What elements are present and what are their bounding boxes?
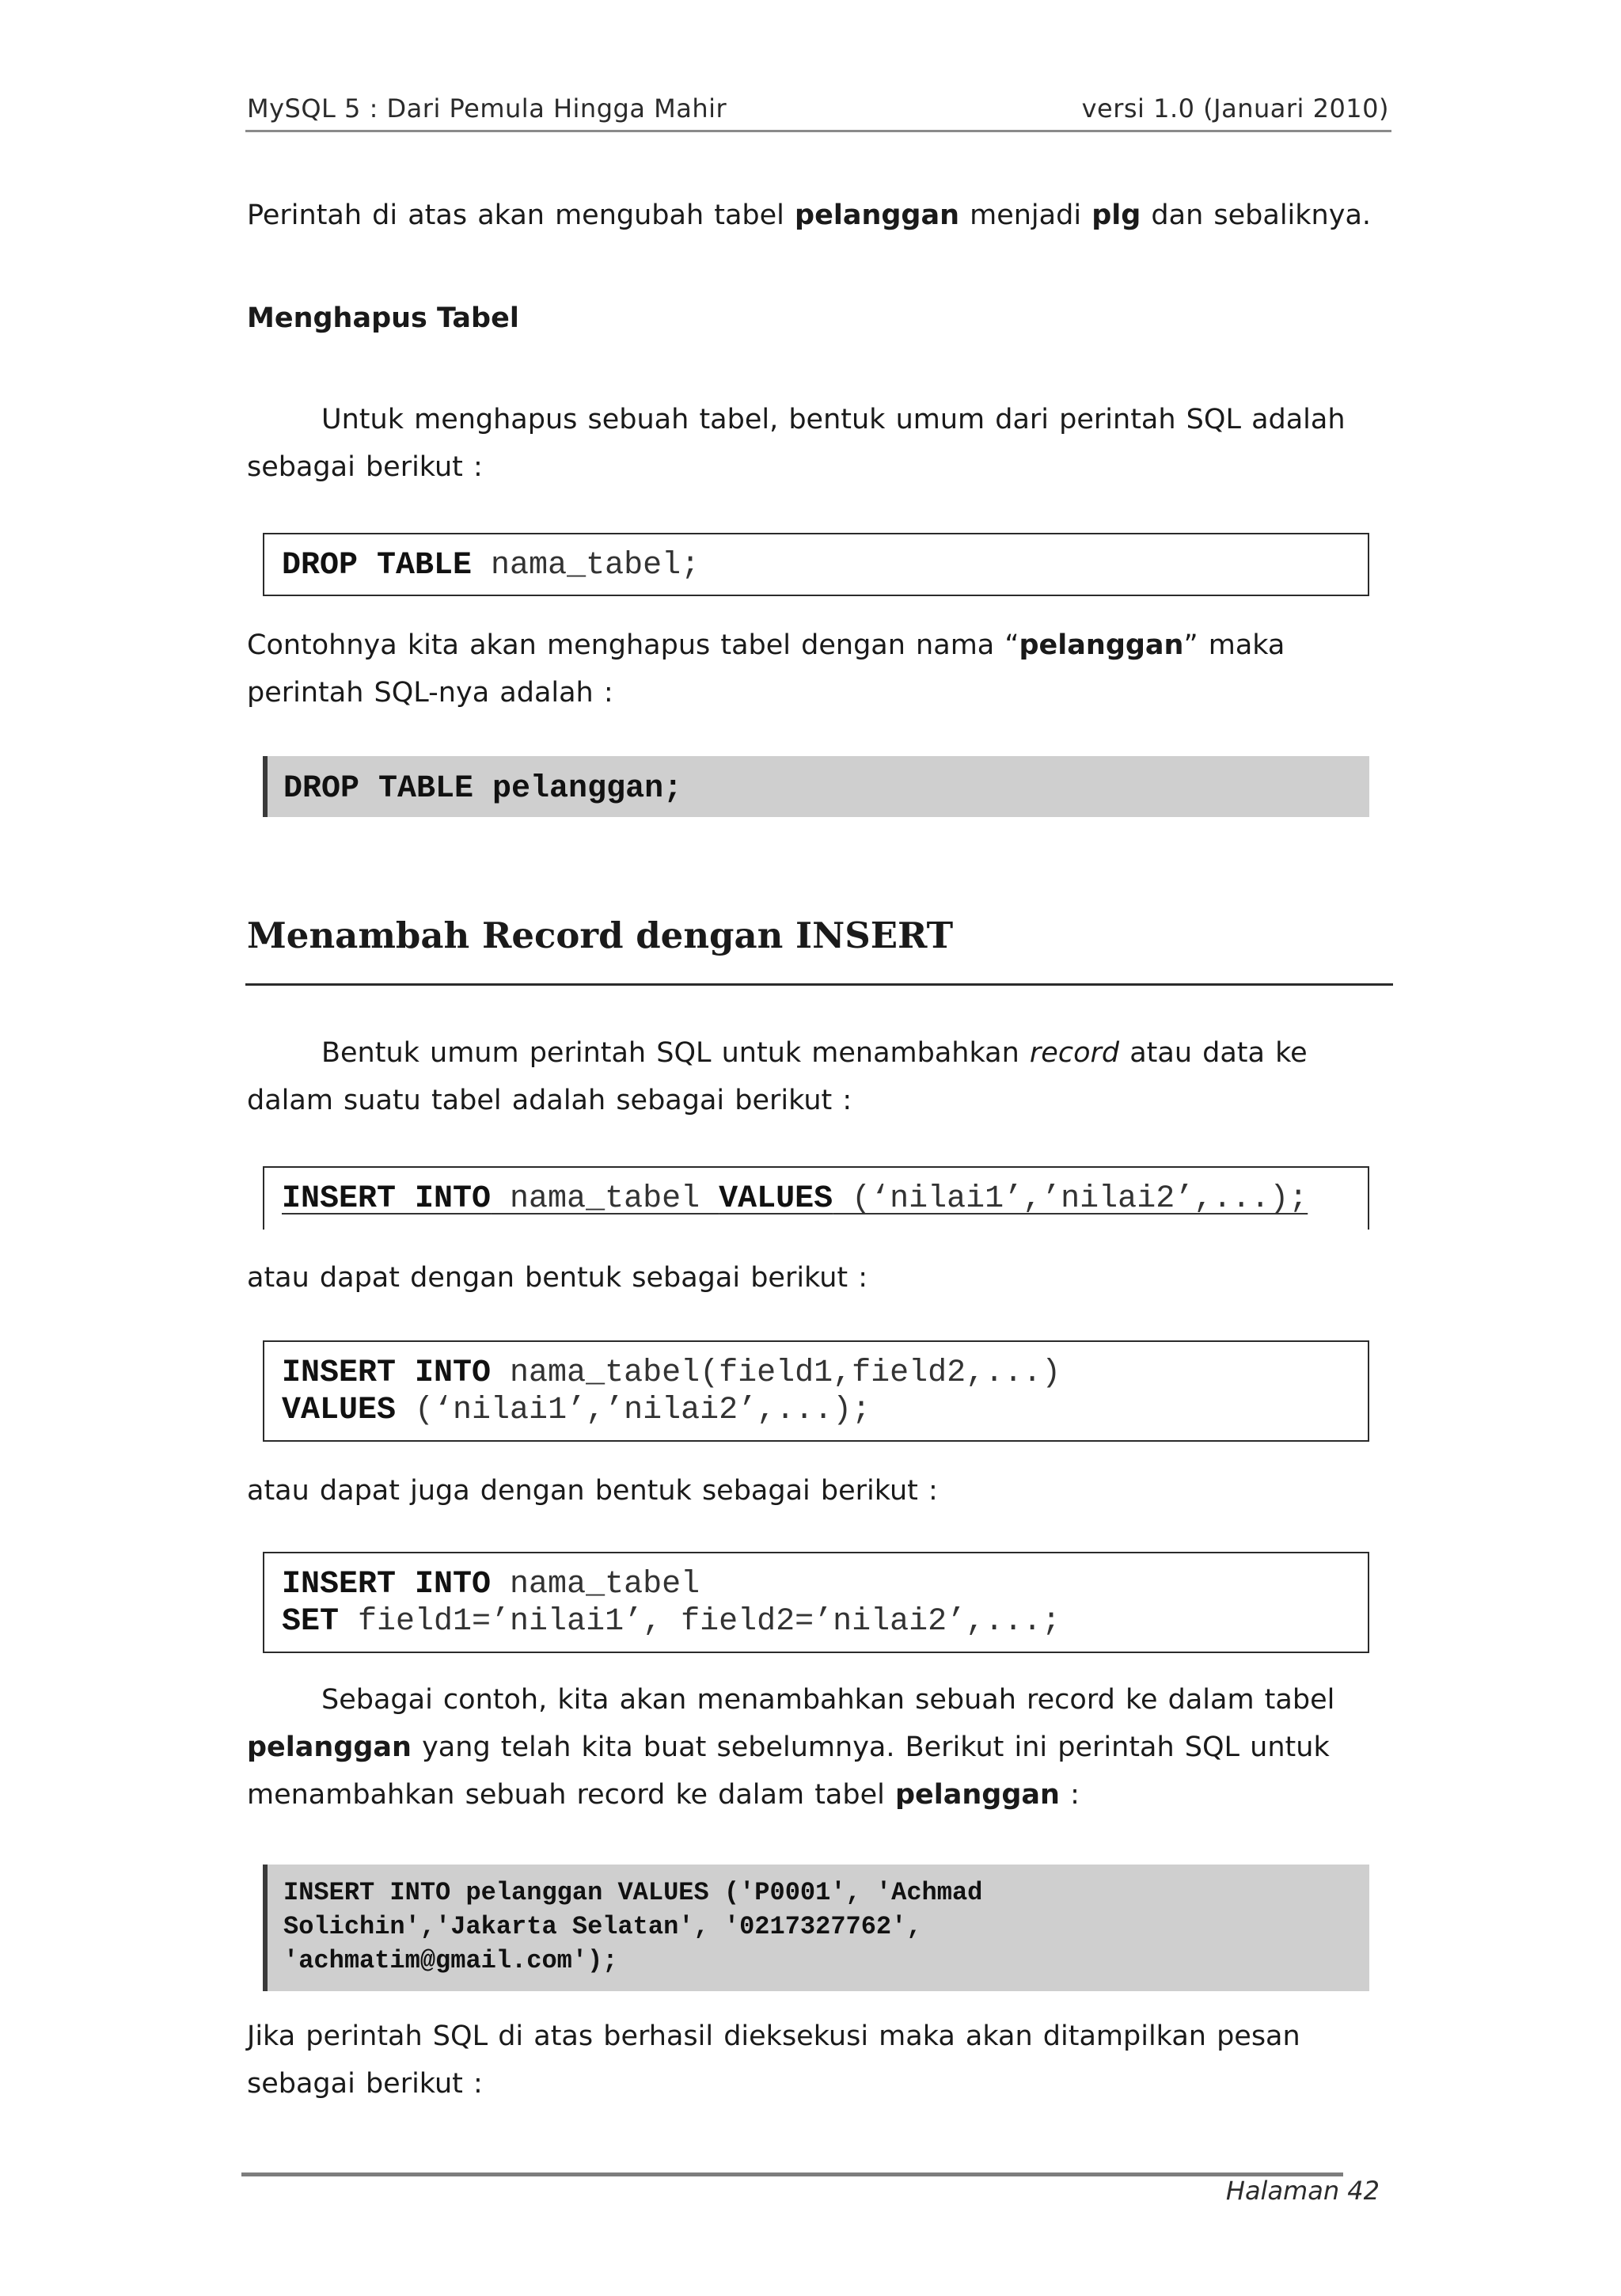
code-keyword: INSERT INTO (282, 1567, 492, 1602)
code-line: 'achmatim@gmail.com'); (283, 1946, 618, 1975)
code-keyword: DROP TABLE (282, 548, 473, 584)
footer-rule (241, 2172, 1343, 2176)
header-rule (245, 130, 1391, 132)
text-span: dan sebaliknya. (1141, 200, 1372, 231)
text-span: : (1059, 1779, 1080, 1811)
code-line (282, 1355, 1350, 1392)
paragraph-success-message: Jika perintah SQL di atas berhasil dieksekusi maka akan ditampilkan pesan sebagai berikut : (247, 2020, 1300, 2100)
bold-span: pelanggan (247, 1732, 412, 1763)
text-span: Sebagai contoh, kita akan menambahkan sebuah record ke dalam tabel (321, 1684, 1335, 1716)
code-example-insert (263, 1865, 1369, 1991)
paragraph-insert-example (247, 1676, 1395, 1819)
subheading-drop-table: Menghapus Tabel (247, 302, 519, 334)
code-text: nama_tabel (491, 1567, 700, 1602)
text-span: Bentuk umum perintah SQL untuk menambahkan (321, 1037, 1030, 1069)
code-example-drop: DROP TABLE pelanggan; (263, 756, 1369, 817)
header-version: versi 1.0 (Januari 2010) (1081, 93, 1389, 124)
code-line (282, 1392, 1350, 1429)
text-span: yang telah kita buat sebelumnya. Berikut ini perintah SQL untuk menambahkan sebuah record ke dalam tabel (247, 1732, 1330, 1811)
code-box-drop-syntax (263, 533, 1369, 596)
bold-span: pelanggan (894, 1779, 1060, 1811)
section-title: Menambah Record dengan INSERT (247, 914, 954, 956)
code-text: (‘nilai1’,’nilai2’,...); (833, 1181, 1308, 1217)
code-box-insert-set (263, 1552, 1369, 1653)
code-text: field1=’nilai1’, field2=’nilai2’,...; (339, 1604, 1061, 1640)
code-line: Solichin','Jakarta Selatan', '0217327762', (283, 1912, 922, 1941)
code-text: nama_tabel; (472, 548, 700, 584)
code-keyword: INSERT INTO (282, 1181, 492, 1217)
paragraph-rename-result (247, 192, 1395, 239)
code-box-insert-values (263, 1166, 1369, 1230)
code-keyword: VALUES (719, 1181, 833, 1217)
code-text: nama_tabel(field1,field2,...) (491, 1355, 1061, 1391)
text-span: menjadi (959, 200, 1092, 231)
page-number: Halaman 42 (1225, 2176, 1380, 2206)
code-line: INSERT INTO pelanggan VALUES ('P0001', 'Achmad (283, 1878, 983, 1907)
code-text: nama_tabel (491, 1181, 719, 1217)
code-line (282, 1181, 1308, 1217)
paragraph-drop-example (247, 622, 1395, 717)
code-keyword: SET (282, 1604, 340, 1640)
bold-span: pelanggan (1019, 629, 1184, 661)
code-line (282, 1603, 1350, 1640)
bold-span: plg (1091, 200, 1141, 231)
text-span: Perintah di atas akan mengubah tabel (247, 200, 795, 231)
code-line (282, 1566, 1350, 1603)
code-text: (‘nilai1’,’nilai2’,...); (396, 1393, 871, 1428)
paragraph-alt-2: atau dapat juga dengan bentuk sebagai berikut : (247, 1475, 938, 1507)
bold-span: pelanggan (795, 200, 959, 231)
text-span: Contohnya kita akan menghapus tabel dengan nama “ (247, 629, 1019, 661)
section-rule (245, 983, 1393, 986)
paragraph-alt-1: atau dapat dengan bentuk sebagai berikut : (247, 1262, 868, 1294)
paragraph-insert-intro (247, 1029, 1395, 1124)
code-box-insert-fields (263, 1340, 1369, 1442)
text-span: atau data ke dalam suatu tabel adalah sebagai berikut : (247, 1037, 1308, 1116)
code-keyword: VALUES (282, 1393, 397, 1428)
italic-span: record (1029, 1037, 1120, 1069)
code-keyword: INSERT INTO (282, 1355, 492, 1391)
paragraph-drop-intro: Untuk menghapus sebuah tabel, bentuk umum dari perintah SQL adalah sebagai berikut : (247, 404, 1346, 483)
header-title: MySQL 5 : Dari Pemula Hingga Mahir (247, 93, 727, 124)
text-span: ” maka perintah SQL-nya adalah : (247, 629, 1285, 709)
